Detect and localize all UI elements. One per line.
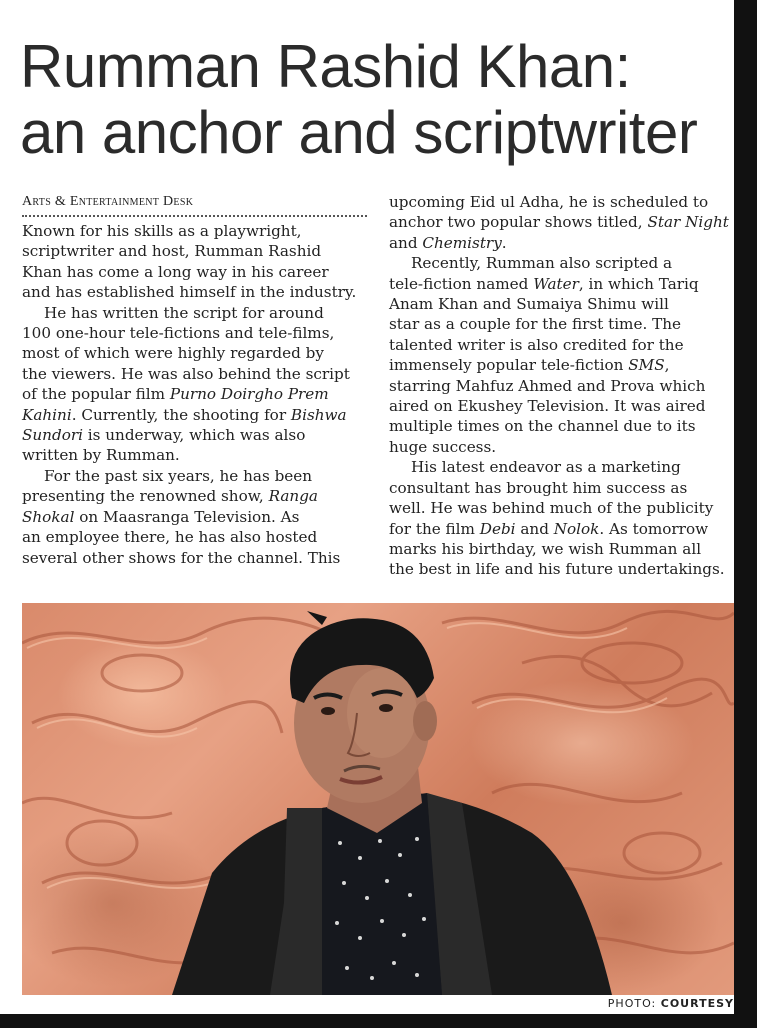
text-line: and Chemistry. — [389, 233, 507, 252]
text-line: Anam Khan and Sumaiya Shimu will — [389, 295, 669, 314]
paragraph — [22, 466, 370, 568]
text-line: several other shows for the channel. This — [22, 548, 341, 567]
text-line: multiple times on the channel due to its — [389, 417, 696, 436]
headline-line-2: an anchor and scriptwriter — [20, 99, 698, 166]
desk-byline: Arts & Entertainment Desk — [22, 194, 194, 209]
text-line: an employee there, he has also hosted — [22, 528, 318, 547]
article-column-right — [389, 192, 734, 580]
text-line: consultant has brought him success as — [389, 478, 688, 497]
portrait-illustration — [22, 603, 734, 995]
text-line: for the film Debi and Nolok. As tomorrow — [389, 519, 709, 538]
text-line: Kahini. Currently, the shooting for Bishwa — [22, 405, 347, 424]
photo-credit-name: COURTESY — [660, 997, 734, 1010]
right-column-body — [389, 192, 734, 580]
text-line: 100 one-hour tele-fictions and tele-films, — [22, 324, 335, 343]
dotted-divider — [22, 215, 367, 217]
text-line: star as a couple for the first time. The — [389, 315, 681, 334]
photo-credit-prefix: PHOTO: — [607, 997, 657, 1010]
text-line: presenting the renowned show, Ranga — [22, 487, 318, 506]
text-line: starring Mahfuz Ahmed and Prova which — [389, 376, 706, 395]
paragraph — [389, 192, 734, 253]
text-line: the viewers. He was also behind the script — [22, 364, 350, 383]
text-line: marks his birthday, we wish Rumman all — [389, 539, 702, 558]
text-line: For the past six years, he has been — [44, 466, 313, 485]
text-line: and has established himself in the industry. — [22, 283, 357, 302]
text-line: the best in life and his future undertakings. — [389, 560, 725, 579]
article-column-left — [22, 192, 370, 568]
paragraph — [22, 303, 370, 466]
right-frame-bar — [734, 0, 757, 1028]
text-line: scriptwriter and host, Rumman Rashid — [22, 242, 322, 261]
text-line: He has written the script for around — [44, 303, 324, 322]
paragraph — [389, 253, 734, 457]
text-line: talented writer is also credited for the — [389, 335, 684, 354]
portrait-photo — [22, 603, 734, 995]
text-line: tele-fiction named Water, in which Tariq — [389, 274, 699, 293]
text-line: written by Rumman. — [22, 446, 180, 465]
text-line: Shokal on Maasranga Television. As — [22, 507, 300, 526]
text-line: anchor two popular shows titled, Star Night — [389, 213, 729, 232]
text-line: Khan has come a long way in his career — [22, 262, 329, 281]
text-line: well. He was behind much of the publicity — [389, 499, 714, 518]
text-line: huge success. — [389, 437, 497, 456]
text-line: Known for his skills as a playwright, — [22, 222, 302, 240]
headline-line-1: Rumman Rashid Khan: — [20, 33, 631, 100]
text-line: Recently, Rumman also scripted a — [411, 254, 673, 273]
article-headline — [20, 34, 734, 166]
left-column-body — [22, 221, 370, 568]
text-line: most of which were highly regarded by — [22, 344, 324, 363]
text-line: Sundori is underway, which was also — [22, 426, 306, 445]
text-line: immensely popular tele-fiction SMS, — [389, 356, 670, 375]
paragraph — [22, 221, 370, 303]
text-line: aired on Ekushey Television. It was aired — [389, 397, 706, 416]
text-line: His latest endeavor as a marketing — [411, 458, 681, 477]
bottom-frame-bar — [0, 1014, 757, 1028]
photo-credit — [608, 997, 734, 1010]
paragraph — [389, 457, 734, 579]
text-line: of the popular film Purno Doirgho Prem — [22, 385, 329, 404]
text-line: upcoming Eid ul Adha, he is scheduled to — [389, 193, 709, 211]
